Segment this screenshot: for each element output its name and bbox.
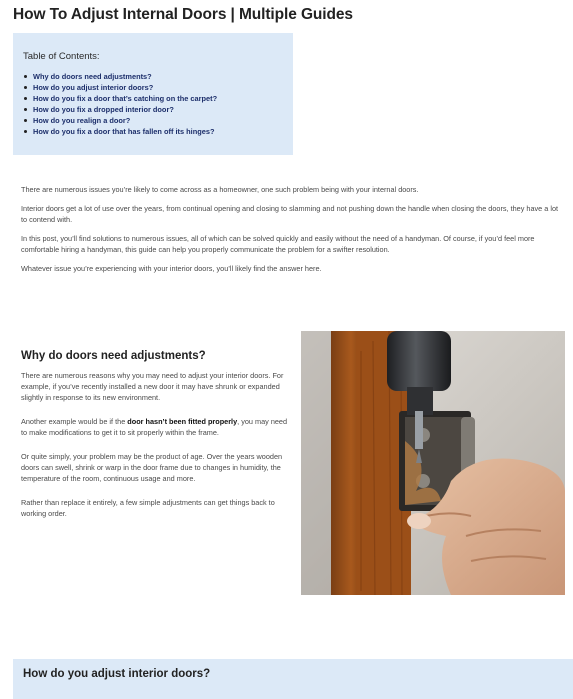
toc-link-realign[interactable]: How do you realign a door?	[33, 116, 131, 125]
section-paragraph	[21, 416, 291, 438]
why-adjust-section	[21, 350, 291, 519]
toc-item	[33, 93, 283, 104]
toc-item	[33, 82, 283, 93]
toc-link-carpet[interactable]: How do you fix a door that’s catching on the carpet?	[33, 94, 218, 103]
toc-link-how-adjust[interactable]: How do you adjust interior doors?	[33, 83, 154, 92]
toc-link-fallen-hinges[interactable]: How do you fix a door that has fallen off its hinges?	[33, 127, 215, 136]
toc-item	[33, 71, 283, 82]
section-paragraph: There are numerous reasons why you may need to adjust your interior doors. For example, if you’ve recently installed a new door it may have shrunk or expanded slightly in response to its new environment.	[21, 371, 284, 402]
intro-section	[21, 184, 566, 282]
drill-hinge-photo	[301, 331, 565, 595]
intro-paragraph: Whatever issue you’re experiencing with your interior doors, you’ll likely find the answer here.	[21, 264, 322, 273]
toc-link-dropped-door[interactable]: How do you fix a dropped interior door?	[33, 105, 174, 114]
toc-link-why-adjust[interactable]: Why do doors need adjustments?	[33, 72, 152, 81]
intro-paragraph: There are numerous issues you’re likely to come across as a homeowner, one such problem being with your internal doors.	[21, 185, 419, 194]
paragraph-text: Another example would be if the	[21, 417, 128, 426]
section-paragraph: Rather than replace it entirely, a few simple adjustments can get things back to working order.	[21, 498, 275, 518]
bold-phrase: door hasn’t been fitted properly	[127, 417, 238, 426]
page-title: How To Adjust Internal Doors | Multiple Guides	[13, 6, 353, 23]
toc-item	[33, 126, 283, 137]
table-of-contents	[13, 33, 293, 155]
intro-paragraph: Interior doors get a lot of use over the years, from continual opening and closing to slamming and not pushing down the handle when closing the doors, they have a lot to contend with.	[21, 204, 559, 224]
toc-item	[33, 115, 283, 126]
section-paragraph: Or quite simply, your problem may be the product of age. Over the years wooden doors can swell, shrink or warp in the door frame due to changes in humidity, the temperature of the room, continuous usage and more.	[21, 452, 283, 483]
adjust-doors-section-header	[13, 659, 573, 699]
section-heading: Why do doors need adjustments?	[21, 350, 206, 362]
section-heading: How do you adjust interior doors?	[23, 668, 211, 680]
intro-paragraph: In this post, you’ll find solutions to numerous issues, all of which can be solved quickly and easily without the need of a handyman. Of course, if you’d feel more comfortable hiring a handyman, this guide can help you properly communicate the problem for a swifter resolution.	[21, 234, 535, 254]
toc-item	[33, 104, 283, 115]
paragraph-text: , you may need to make modifications to get it to sit properly within the frame.	[21, 417, 288, 437]
toc-list	[23, 71, 283, 137]
toc-heading: Table of Contents:	[23, 51, 100, 62]
photo-illustration	[301, 331, 565, 595]
